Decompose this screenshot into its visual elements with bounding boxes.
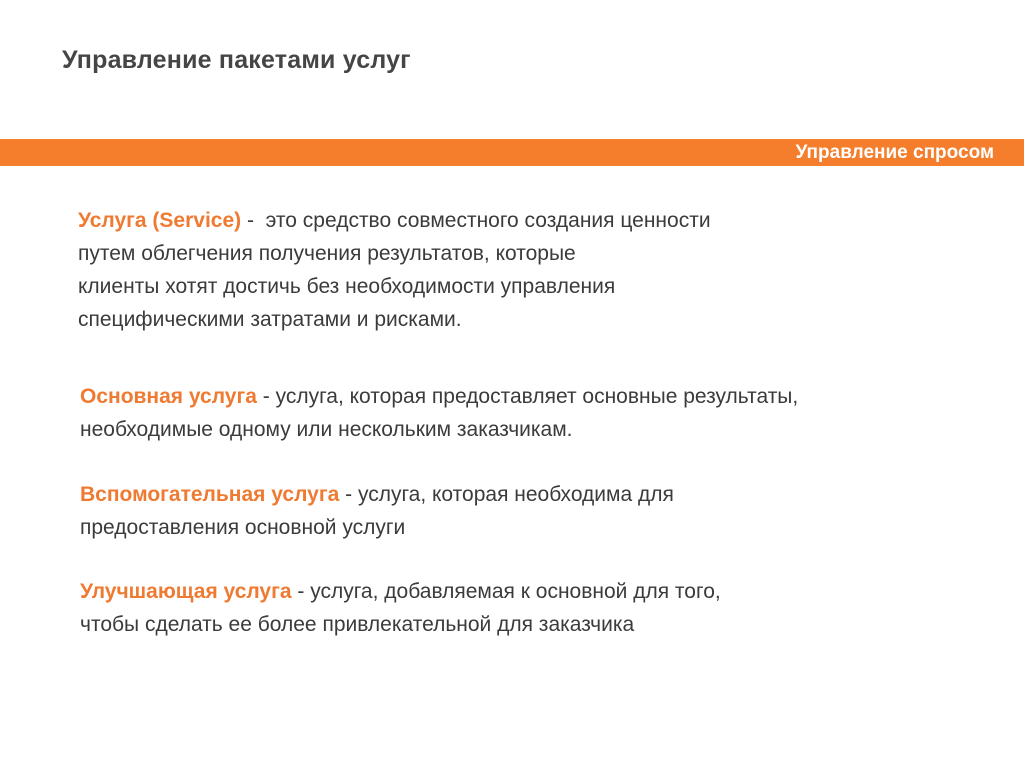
definition-line: необходимые одному или нескольким заказчикам.	[80, 418, 573, 441]
definition-line: путем облегчения получения результатов, которые	[78, 242, 576, 265]
definition-line: специфическими затратами и рисками.	[78, 308, 462, 331]
definition-text: это средство совместного создания ценности	[265, 209, 711, 232]
definition-enabling-service	[80, 478, 674, 544]
definition-line	[80, 575, 721, 608]
definition-term: Улучшающая услуга	[80, 580, 292, 603]
definition-text: услуга, которая необходима для	[357, 483, 674, 506]
definition-line	[80, 478, 674, 511]
definition-text: услуга, добавляемая к основной для того,	[310, 580, 721, 603]
definition-term: Основная услуга	[80, 385, 257, 408]
slide-title: Управление пакетами услуг	[62, 46, 411, 74]
definition-service	[78, 204, 711, 336]
definition-core-service	[80, 380, 798, 446]
definition-line: чтобы сделать ее более привлекательной для заказчика	[80, 613, 635, 636]
definition-enhancing-service	[80, 575, 721, 641]
section-label: Управление спросом	[795, 142, 994, 163]
definition-term: Услуга (Service)	[78, 209, 242, 232]
definition-line	[78, 204, 711, 237]
definition-separator: -	[291, 580, 311, 603]
definition-separator: -	[256, 385, 276, 408]
definition-text: услуга, которая предоставляет основные результаты,	[275, 385, 799, 408]
definition-line: клиенты хотят достичь без необходимости управления	[78, 275, 616, 298]
definition-line	[80, 380, 798, 413]
definition-separator: -	[339, 483, 358, 506]
definition-separator: -	[241, 209, 266, 232]
section-band	[0, 139, 1024, 166]
definition-line: предоставления основной услуги	[80, 516, 406, 539]
definition-term: Вспомогательная услуга	[80, 483, 340, 506]
